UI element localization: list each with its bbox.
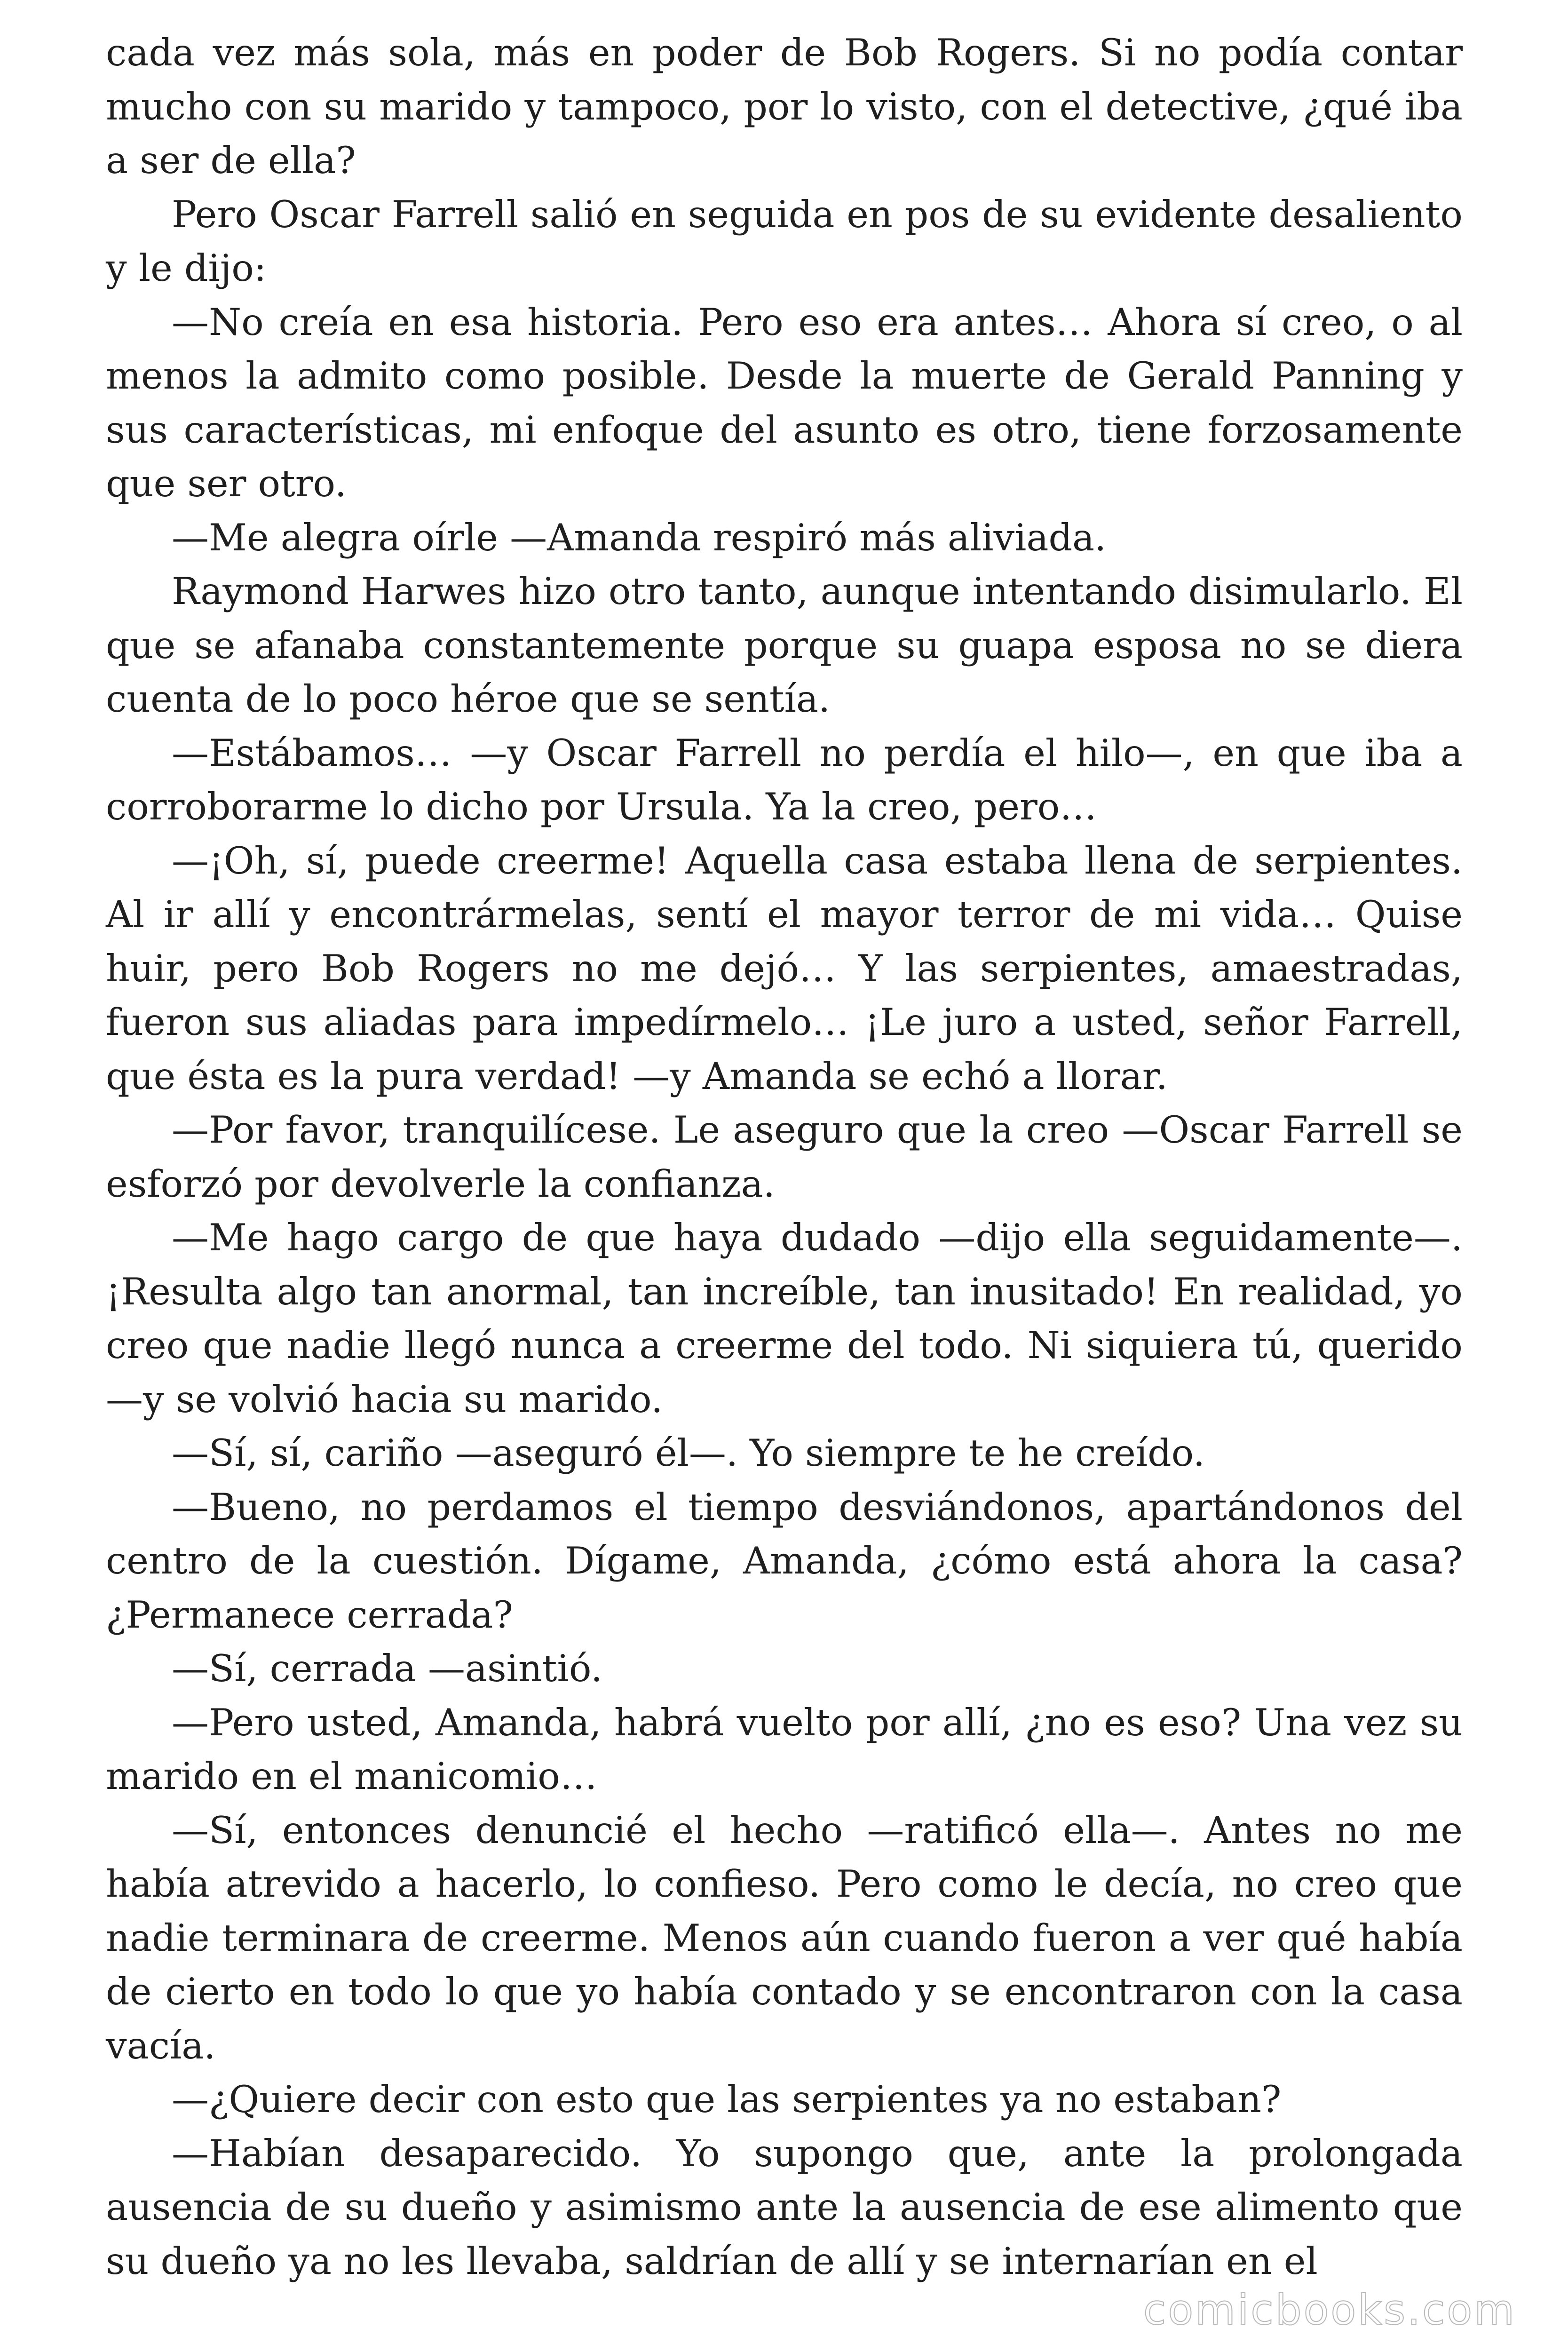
paragraph-7: —¡Oh, sí, puede creerme! Aquella casa estaba llena de serpientes. Al ir allí y encontrármelas, sentí el mayor terror de mi vida… Quise huir, pero Bob Rogers no me dejó… Y las serpientes, amaestradas, fueron sus aliadas para impedírmelo… ¡Le juro a usted, señor Farrell, que ésta es la pura verdad! —y Amanda se echó a llorar.: [106, 839, 1463, 1098]
paragraph-16: —Habían desaparecido. Yo supongo que, ante la prolongada ausencia de su dueño y asimismo ante la ausencia de ese alimento que su dueño ya no les llevaba, saldrían de allí y se internarían en el: [106, 2131, 1463, 2283]
paragraph-15: —¿Quiere decir con esto que las serpientes ya no estaban?: [172, 2078, 1282, 2121]
paragraph-12: —Sí, cerrada —asintió.: [172, 1647, 603, 1690]
paragraph-11: —Bueno, no perdamos el tiempo desviándonos, apartándonos del centro de la cuestión. Dígame, Amanda, ¿cómo está ahora la casa? ¿Permanece cerrada?: [106, 1485, 1463, 1637]
watermark: comicbooks.com: [1143, 2286, 1516, 2334]
paragraph-1: cada vez más sola, más en poder de Bob Rogers. Si no podía contar mucho con su marido y tampoco, por lo visto, con el detective, ¿qué iba a ser de ella?: [106, 31, 1463, 182]
paragraph-8: —Por favor, tranquilícese. Le aseguro que la creo —Oscar Farrell se esforzó por devolverle la confianza.: [106, 1108, 1463, 1206]
paragraph-3: —No creía en esa historia. Pero eso era antes… Ahora sí creo, o al menos la admito como posible. Desde la muerte de Gerald Panning y sus características, mi enfoque del asunto es otro, tiene forzosamente que ser otro.: [106, 300, 1463, 505]
paragraph-10: —Sí, sí, cariño —aseguró él—. Yo siempre te he creído.: [172, 1431, 1205, 1475]
paragraph-9: —Me hago cargo de que haya dudado —dijo ella seguidamente—. ¡Resulta algo tan anormal, tan increíble, tan inusitado! En realidad, yo creo que nadie llegó nunca a creerme del todo. Ni siquiera tú, querido —y se volvió hacia su marido.: [106, 1216, 1463, 1421]
paragraph-4: —Me alegra oírle —Amanda respiró más aliviada.: [172, 516, 1107, 559]
paragraph-6: —Estábamos… —y Oscar Farrell no perdía el hilo—, en que iba a corroborarme lo dicho por Ursula. Ya la creo, pero…: [106, 731, 1463, 828]
paragraph-13: —Pero usted, Amanda, habrá vuelto por allí, ¿no es eso? Una vez su marido en el manicomio…: [106, 1700, 1463, 1798]
paragraph-2: Pero Oscar Farrell salió en seguida en pos de su evidente desaliento y le dijo:: [106, 192, 1463, 290]
document-page: [106, 26, 1463, 2288]
paragraph-14: —Sí, entonces denuncié el hecho —ratificó ella—. Antes no me había atrevido a hacerlo, lo confieso. Pero como le decía, no creo que nadie terminara de creerme. Menos aún cuando fueron a ver qué había de cierto en todo lo que yo había contado y se encontraron con la casa vacía.: [106, 1808, 1463, 2067]
paragraph-5: Raymond Harwes hizo otro tanto, aunque intentando disimularlo. El que se afanaba constantemente porque su guapa esposa no se diera cuenta de lo poco héroe que se sentía.: [106, 570, 1463, 721]
